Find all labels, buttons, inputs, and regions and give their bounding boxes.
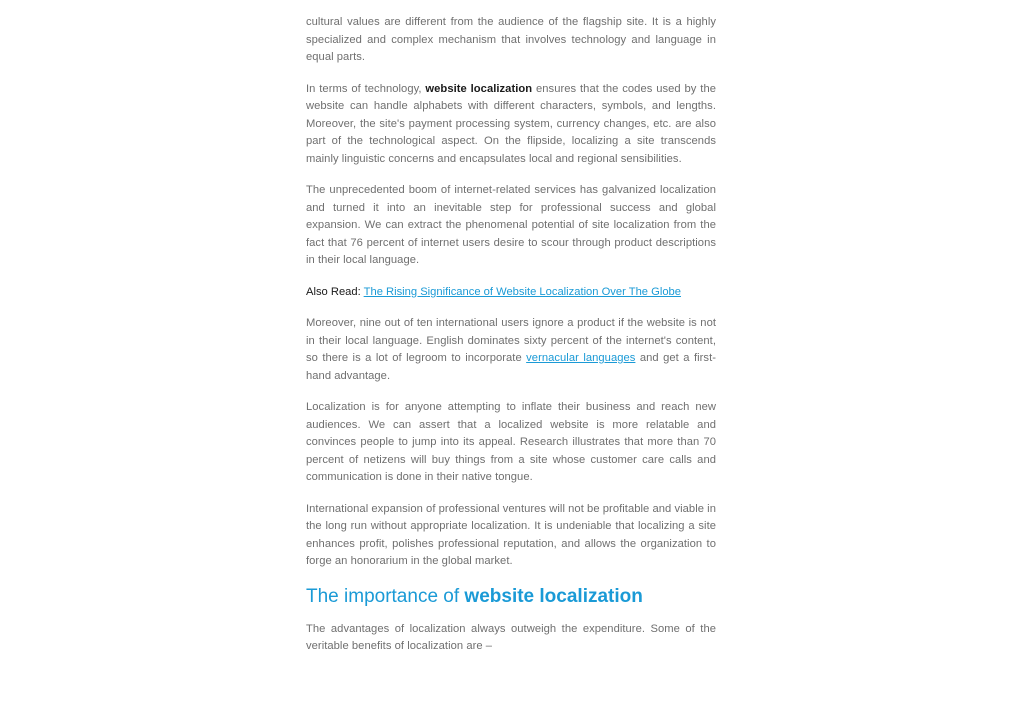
paragraph-text: and get a first-hand advantage. [306, 352, 716, 382]
section-heading [306, 585, 716, 609]
also-read-link[interactable]: The Rising Significance of Website Localization Over The Globe [363, 285, 681, 298]
paragraph-advantages [306, 621, 716, 656]
heading-light: The importance of [306, 585, 465, 607]
paragraph-international-users [306, 315, 716, 385]
also-read [306, 284, 716, 302]
paragraph-text: ensures that the codes used by the website can handle alphabets with different characters, symbols, and lengths. Moreover, the site's payment processing system, currency changes, etc. are also part of the technological aspect. On the flipside, localizing a site transcends mainly linguistic concerns and encapsulates local and regional sensibilities. [306, 82, 716, 165]
paragraph-text: The unprecedented boom of internet-related services has galvanized localization and turned it into an inevitable step for professional success and global expansion. We can extract the phenomenal potential of site localization from the fact that 76 percent of internet users desire to scour through product descriptions in their local language. [306, 184, 716, 266]
paragraph-technology [306, 81, 716, 169]
paragraph-text: The advantages of localization always outweigh the expenditure. Some of the veritable benefits of localization are – [306, 622, 716, 652]
paragraph-expansion [306, 501, 716, 571]
paragraph-text: cultural values are different from the audience of the flagship site. It is a highly specialized and complex mechanism that involves technology and language in equal parts. [306, 16, 716, 63]
paragraph-text: Moreover, nine out of ten international users ignore a product if the website is not in their local language. English dominates sixty percent of the internet's content, so there is a lot of legroom to incorporate [306, 317, 716, 364]
paragraph-new-audiences [306, 399, 716, 487]
paragraph-text: International expansion of professional ventures will not be profitable and viable in the long run without appropriate localization. It is undeniable that localizing a site enhances profit, polishes professional reputation, and allows the organization to forge an honorarium in the global market. [306, 502, 716, 567]
paragraph-cultural-values [306, 14, 716, 67]
heading-bold: website localization [464, 585, 643, 607]
article-body [306, 14, 716, 670]
paragraph-boom [306, 182, 716, 270]
paragraph-text: In terms of technology, [306, 82, 426, 95]
paragraph-text: Localization is for anyone attempting to inflate their business and reach new audiences. We can assert that a localized website is more relatable and convinces people to jump into its appeal. Research illustrates that more than 70 percent of netizens will buy things from a site whose customer care calls and communication is done in their native tongue. [306, 401, 716, 483]
bold-term: website localization [425, 82, 533, 95]
vernacular-languages-link[interactable]: vernacular languages [526, 352, 636, 364]
also-read-label: Also Read: [306, 285, 361, 298]
